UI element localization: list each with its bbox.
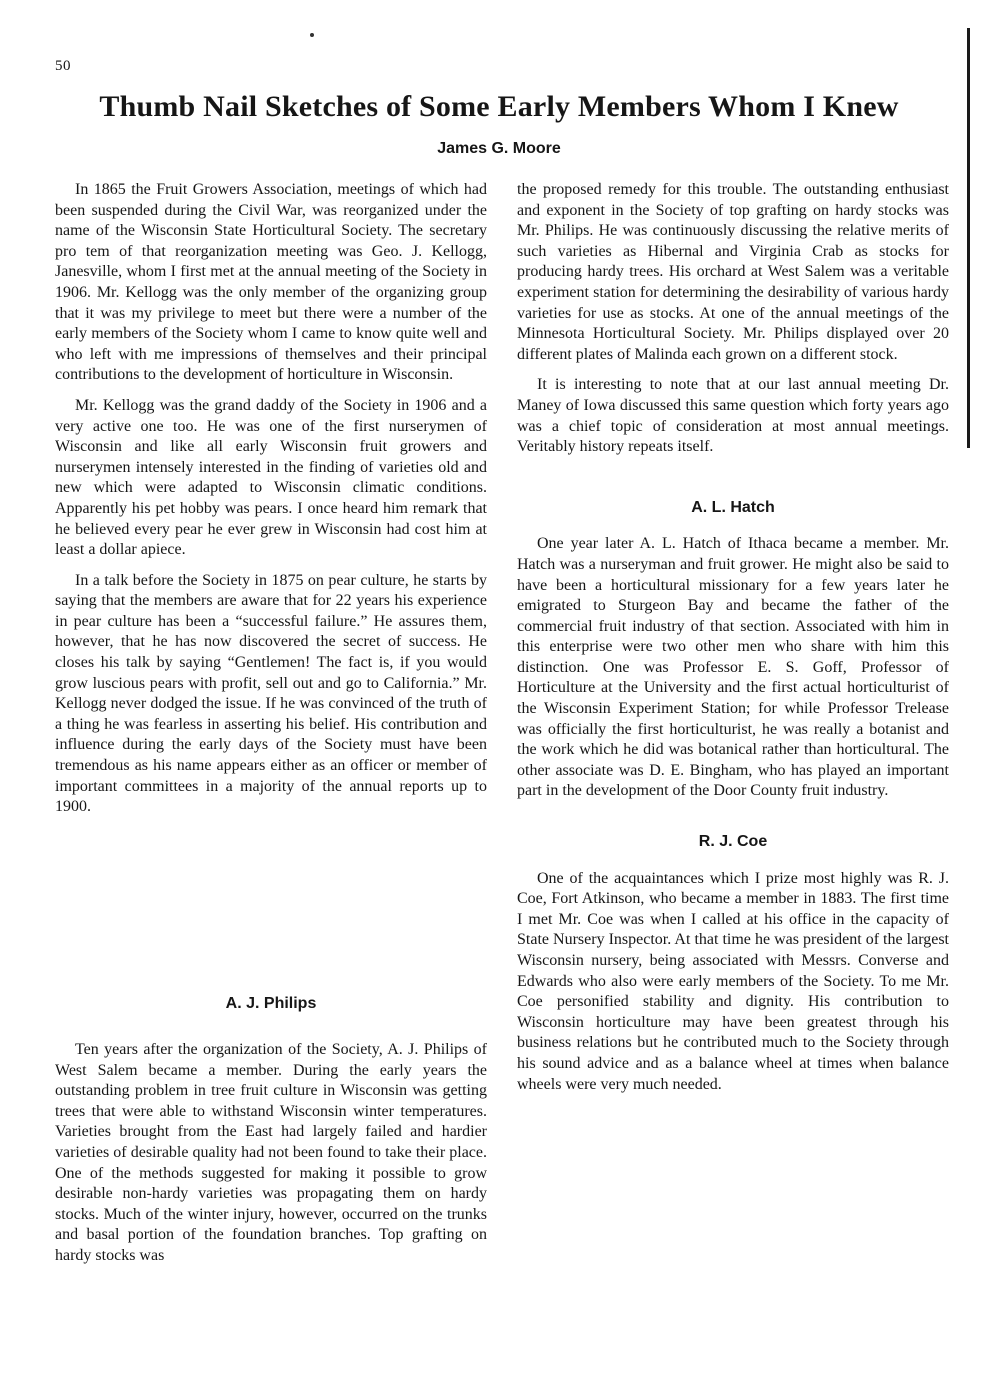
section-heading-philips: A. J. Philips [225,995,317,1012]
section-heading-coe: R. J. Coe [698,833,768,851]
coe-paragraph: One of the acquaintances which I prize most highly was R. J. Coe, Fort Atkinson, who became a member in 1883. The first time I met Mr. Coe was when I called at his office in the capacity of State Nursery Inspector. At that time he was president of the largest Wisconsin nursery, being associated with Messrs. Converse and Edwards who also were early members of the Society. To me Mr. Coe personified stability and dignity. His contribution to Wisconsin horticulture may have been greatest through his business relations but he contributed much to the Society through his sound advice and as a balance wheel at times when balance wheels were very much needed. [517,869,949,1093]
pear-culture-paragraph: In a talk before the Society in 1875 on pear culture, he starts by saying that the members are aware that for 22 years his experience in pear culture has been a “successful failure.” He assures them, however, that he has now discovered the secret of success. He closes his talk by saying “Gentlemen! The fact is, if you would grow luscious pears with profit, sell out and go to California.” Mr. Kellogg never dodged the issue. If he was convinced of the truth of a thing he was fearless in asserting his belief. His contribution and influence during the early days of the Society must have been tremendous as his name appears either as an officer or member of important committees in a majority of the annual reports up to 1900. [55,571,487,816]
philips-section [55,1040,487,1277]
article-author: James G. Moore [437,140,561,157]
section-heading-hatch: A. L. Hatch [691,498,775,516]
left-column [55,180,487,1264]
kellogg-paragraph: Mr. Kellogg was the grand daddy of the Society in 1906 and a very active one too. He was one of the first nurserymen of Wisconsin and like all early Wisconsin fruit growers and nurserymen intensely interested in the finding of varieties old and new which were adapted to Wisconsin climatic conditions. Apparently his pet hobby was pears. I once heard him remark that he believed every pear he ever grew in Wisconsin had cost him at least a dollar apiece. [55,396,487,559]
intro-paragraph: In 1865 the Fruit Growers Association, meetings of which had been suspended during the Civil War, was reorganized under the name of the Wisconsin State Horticultural Society. The secretary pro tem of that reorganization meeting was Geo. J. Kellogg, Janesville, whom I first met at the annual meeting of the Society in 1906. Mr. Kellogg was the only member of the organizing group that it was my privilege to meet but there were a number of the early members of the Society whom I came to know quite well and who left with me impressions of themselves and their principal contributions to the development of horticulture in Wisconsin. [55,181,487,384]
right-column [517,180,949,1105]
scan-dot-mark [310,33,314,37]
philips-paragraph: Ten years after the organization of the Society, A. J. Philips of West Salem became a member. During the early years the outstanding problem in tree fruit culture in Wisconsin was getting trees that were able to withstand Wisconsin winter temperatures. Varieties brought from the East had largely failed and hardier varieties of desirable quality had not been found to take their place. One of the methods suggested for making it possible to grow desirable non-hardy varieties was propagating them on hardy stocks. Much of the winter injury, however, occurred on the trunks and basal portion of the foundation branches. Top grafting on hardy stocks was [55,1041,487,1264]
page-number: 50 [55,58,71,74]
hatch-paragraph: One year later A. L. Hatch of Ithaca became a member. Mr. Hatch was a nurseryman and fruit grower. He might also be said to have been a horticultural missionary for a few years later he emigrated to Sturgeon Bay and became the father of the commercial fruit industry of that section. Associated with him in this enterprise were two other men who share with him this distinction. One was Professor E. S. Goff, Professor of Horticulture at the University and the first actual horticulturist of the Wisconsin Experiment Station; for while Professor Trelease was officially the first horticulturist, he was really a botanist and the work which he did was botanical rather than horticultural. The other associate was D. E. Bingham, who has played an important part in the development of the Door County fruit industry. [517,535,949,800]
philips-continued-paragraph: the proposed remedy for this trouble. The outstanding enthusiast and exponent in the Society of top grafting on hardy stocks was Mr. Philips. He was continuously discussing the relative merits of such varieties as Hibernal and Virginia Crab as stocks for producing hardy trees. His orchard at West Salem was a veritable experiment station for determining the desirability of various hardy varieties for use as stocks. At one of the annual meetings of the Minnesota Horticultural Society. Mr. Philips displayed over 20 different plates of Malinda each grown on a different stock. [517,181,949,363]
maney-paragraph: It is interesting to note that at our last annual meeting Dr. Maney of Iowa discussed this same question which forty years ago was a chief topic of consideration at most annual meetings. Veritably history repeats itself. [517,376,949,456]
article-title: Thumb Nail Sketches of Some Early Members Whom I Knew [99,90,899,123]
